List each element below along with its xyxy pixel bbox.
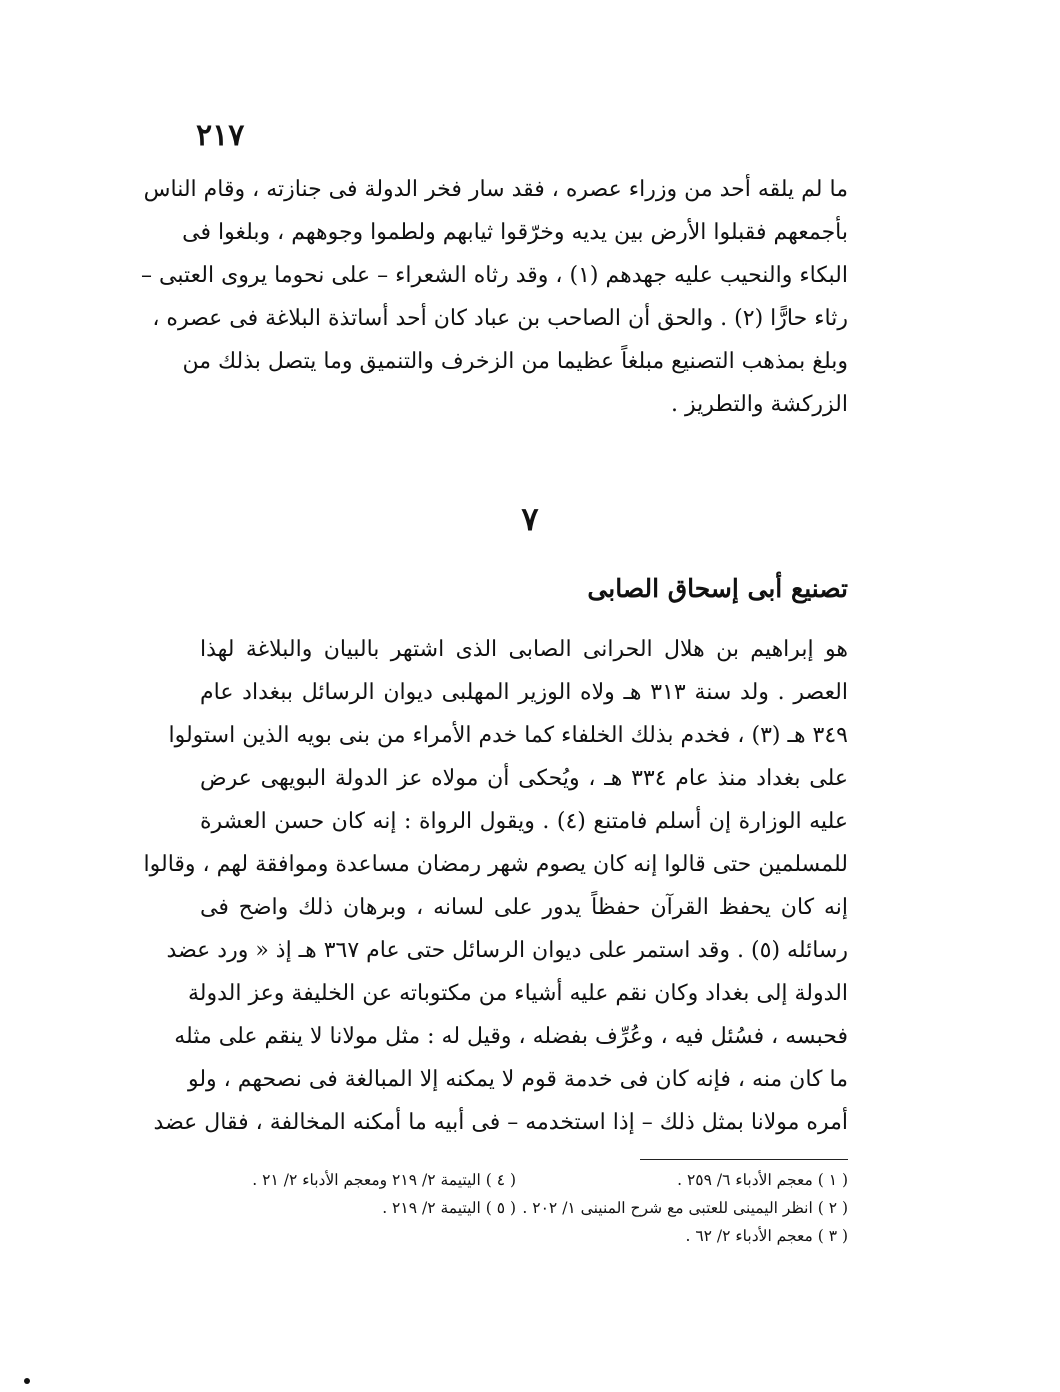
- footnote-2: ( ٢ ) انظر اليمينى للعتبى مع شرح المنينى ١/ ٢٠٢ .: [522, 1199, 848, 1217]
- footnote-3: ( ٣ ) معجم الأدباء ٢/ ٦٢ .: [685, 1227, 848, 1245]
- footnote-row: [190, 1166, 848, 1194]
- text-line: على بغداد منذ عام ٣٣٤ هـ ، ويُحكى أن مولاه عز الدولة البويهى عرض: [200, 766, 848, 791]
- footnote-row: [190, 1194, 848, 1222]
- text-line: عليه الوزارة إن أسلم فامتنع (٤) . ويقول الرواة : إنه كان حسن العشرة: [200, 809, 848, 834]
- footnote-1: ( ١ ) معجم الأدباء ٦/ ٢٥٩ .: [677, 1171, 848, 1189]
- text-line: هو إبراهيم بن هلال الحرانى الصابى الذى اشتهر بالبيان والبلاغة لهذا: [200, 637, 848, 662]
- footnote-5: ( ٥ ) اليتيمة ٢/ ٢١٩ .: [382, 1199, 516, 1217]
- section-title: تصنيع أبى إسحاق الصابى: [587, 574, 848, 603]
- text-line: ما لم يلقه أحد من وزراء عصره ، فقد سار فخر الدولة فى جنازته ، وقام الناس: [143, 177, 848, 202]
- footnotes: [190, 1166, 848, 1250]
- text-line: وبلغ بمذهب التصنيع مبلغاً عظيما من الزخرف والتنميق وما يتصل بذلك من: [182, 349, 848, 374]
- text-line: رثاء حارًّا (٢) . والحق أن الصاحب بن عباد كان أحد أساتذة البلاغة فى عصره ،: [152, 306, 848, 331]
- paragraph-sahib-ibn-abbad: [141, 168, 848, 426]
- scan-speck: [24, 1378, 30, 1384]
- text-line: ما كان منه ، فإنه كان فى خدمة قوم لا يمكنه إلا المبالغة فى نصحهم ، ولو: [187, 1067, 848, 1092]
- text-line: العصر . ولد سنة ٣١٣ هـ ولاه الوزير المهلبى ديوان الرسائل ببغداد عام: [200, 680, 848, 705]
- text-line: الدولة إلى بغداد وكان نقم عليه أشياء من مكتوباته عن الخليفة وعز الدولة: [188, 981, 848, 1006]
- section-number: ٧: [521, 500, 539, 538]
- text-line: البكاء والنحيب عليه جهدهم (١) ، وقد رثاه الشعراء – على نحوما يروى العتبى –: [141, 263, 848, 288]
- text-line: إنه كان يحفظ القرآن حفظاً يدور على لسانه ، وبرهان ذلك واضح فى: [200, 895, 848, 920]
- text-line: بأجمعهم فقبلوا الأرض بين يديه وخرّقوا ثيابهم ولطموا وجوههم ، وبلغوا فى: [182, 220, 848, 245]
- text-line: للمسلمين حتى قالوا إنه كان يصوم شهر رمضان مساعدة وموافقة لهم ، وقالوا: [143, 852, 848, 877]
- text-line: ٣٤٩ هـ (٣) ، فخدم بذلك الخلفاء كما خدم الأمراء من بنى بويه الذين استولوا: [168, 723, 848, 748]
- footnote-divider: [640, 1159, 848, 1160]
- text-line: فحبسه ، فسُئل فيه ، وعُرِّف بفضله ، وقيل له : مثل مولانا لا ينقم على مثله: [174, 1024, 848, 1049]
- footnote-4: ( ٤ ) اليتيمة ٢/ ٢١٩ ومعجم الأدباء ٢/ ٢١ .: [252, 1171, 516, 1189]
- text-line: أمره مولانا بمثل ذلك – إذا استخدمه – فى أبيه ما أمكنه المخالفة ، فقال عضد: [153, 1110, 848, 1135]
- text-line: الزركشة والتطريز .: [671, 392, 848, 417]
- text-line: رسائله (٥) . وقد استمر على ديوان الرسائل حتى عام ٣٦٧ هـ إذ « ورد عضد: [166, 938, 848, 963]
- paragraph-abu-ishaq-al-sabi: [143, 628, 848, 1144]
- footnote-row: [190, 1222, 848, 1250]
- page-number: ٢١٧: [196, 118, 245, 153]
